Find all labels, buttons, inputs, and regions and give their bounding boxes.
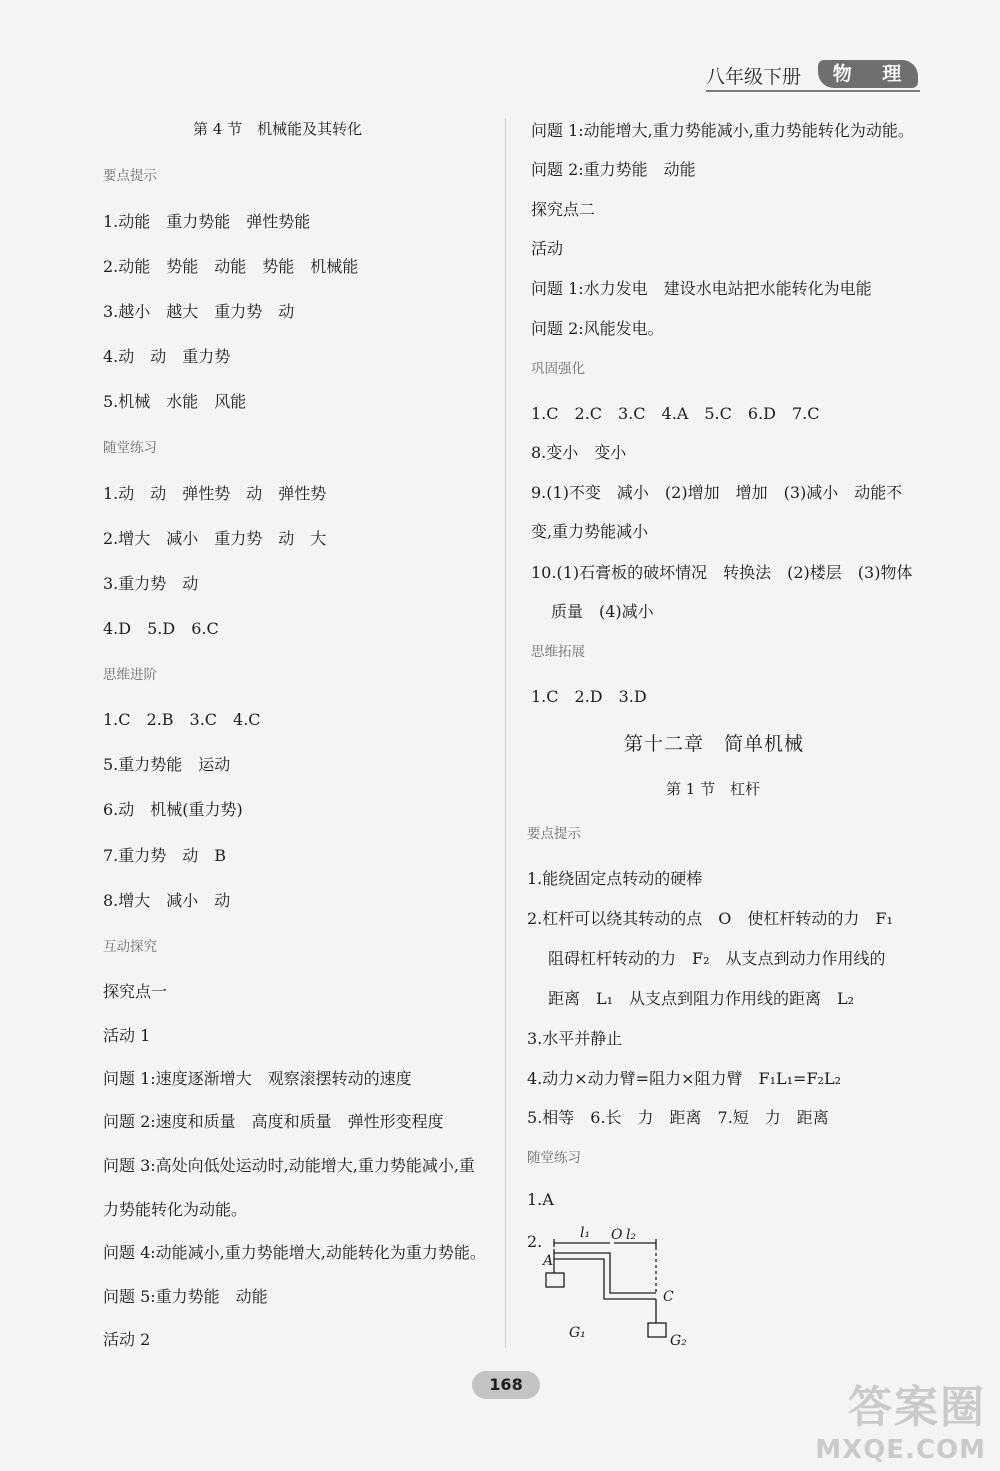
watermark bbox=[815, 1371, 986, 1465]
answer-line: 问题 5:重力势能 动能 bbox=[103, 1287, 268, 1306]
answer-line: 质量 (4)减小 bbox=[551, 602, 654, 621]
label-G1: G₁ bbox=[569, 1325, 586, 1341]
answer-line: 问题 2:风能发电。 bbox=[531, 319, 664, 338]
answer-line: 1.C 2.B 3.C 4.C bbox=[103, 710, 261, 729]
answer-line: 变,重力势能减小 bbox=[531, 522, 649, 541]
label-G2: G₂ bbox=[670, 1333, 687, 1349]
section-title: 第 1 节 杠杆 bbox=[666, 780, 761, 798]
subsection-heading: 互动探究 bbox=[103, 939, 157, 955]
label-l1: l₁ bbox=[580, 1225, 591, 1241]
answer-line: 问题 1:速度逐渐增大 观察滚摆转动的速度 bbox=[103, 1069, 412, 1088]
answer-line: 9.(1)不变 减小 (2)增加 增加 (3)减小 动能不 bbox=[531, 483, 903, 502]
answer-line: 3.重力势 动 bbox=[103, 574, 199, 593]
answer-line: 5.重力势能 运动 bbox=[103, 755, 231, 774]
answer-line: 问题 3:高处向低处运动时,动能增大,重力势能减小,重 bbox=[103, 1156, 475, 1175]
section-title: 第 4 节 机械能及其转化 bbox=[193, 120, 363, 138]
column-divider bbox=[505, 118, 506, 1348]
answer-line: 力势能转化为动能。 bbox=[103, 1200, 248, 1219]
subsection-heading: 随堂练习 bbox=[527, 1150, 581, 1166]
answer-line: 2.增大 减小 重力势 动 大 bbox=[103, 529, 327, 548]
answer-line: 2.动能 势能 动能 势能 机械能 bbox=[103, 257, 359, 276]
answer-line: 2. bbox=[527, 1232, 543, 1251]
watermark-logo: 答案圈 bbox=[848, 1382, 986, 1433]
answer-line: 3.越小 越大 重力势 动 bbox=[103, 302, 295, 321]
label-l2: l₂ bbox=[626, 1227, 637, 1243]
answer-line: 3.水平并静止 bbox=[527, 1029, 623, 1048]
subsection-heading: 要点提示 bbox=[103, 168, 157, 184]
label-C: C bbox=[663, 1289, 674, 1305]
grade-label: 八年级下册 bbox=[706, 66, 802, 88]
answer-line: 5.机械 水能 风能 bbox=[103, 392, 247, 411]
subsection-heading: 思维拓展 bbox=[531, 644, 585, 660]
subsection-heading: 随堂练习 bbox=[103, 440, 157, 456]
label-O: O bbox=[611, 1227, 623, 1243]
weight-G1 bbox=[546, 1273, 564, 1287]
answer-line: 问题 1:动能增大,重力势能减小,重力势能转化为动能。 bbox=[531, 121, 914, 140]
subsection-heading: 思维进阶 bbox=[103, 667, 157, 683]
label-A: A bbox=[543, 1253, 554, 1269]
answer-line: 距离 L₁ 从支点到阻力作用线的距离 L₂ bbox=[548, 989, 855, 1008]
answer-line: 8.增大 减小 动 bbox=[103, 891, 231, 910]
answer-line: 8.变小 变小 bbox=[531, 443, 627, 462]
answer-line: 问题 4:动能减小,重力势能增大,动能转化为重力势能。 bbox=[103, 1243, 486, 1262]
answer-line: 1.C 2.D 3.D bbox=[531, 687, 647, 706]
answer-line: 探究点一 bbox=[103, 982, 168, 1001]
answer-line: 2.杠杆可以绕其转动的点 O 使杠杆转动的力 F₁ bbox=[527, 909, 893, 928]
page-header bbox=[706, 60, 920, 94]
watermark-url: MXQE.COM bbox=[815, 1435, 986, 1465]
answer-line: 问题 2:重力势能 动能 bbox=[531, 160, 696, 179]
answer-line: 问题 1:水力发电 建设水电站把水能转化为电能 bbox=[531, 279, 872, 298]
answer-line: 探究点二 bbox=[531, 200, 596, 219]
answer-line: 阻碍杠杆转动的力 F₂ 从支点到动力作用线的 bbox=[548, 949, 886, 968]
answer-line: 1.动 动 弹性势 动 弹性势 bbox=[103, 484, 327, 503]
answer-line: 5.相等 6.长 力 距离 7.短 力 距离 bbox=[527, 1108, 829, 1127]
answer-line: 4.D 5.D 6.C bbox=[103, 619, 219, 638]
lever-diagram bbox=[532, 1225, 692, 1355]
answer-line: 4.动力×动力臂=阻力×阻力臂 F₁L₁=F₂L₂ bbox=[527, 1069, 842, 1088]
answer-line: 1.A bbox=[527, 1190, 554, 1209]
weight-G2 bbox=[648, 1323, 666, 1337]
answer-line: 7.重力势 动 B bbox=[103, 846, 227, 865]
answer-line: 1.C 2.C 3.C 4.A 5.C 6.D 7.C bbox=[531, 404, 820, 423]
answer-line: 4.动 动 重力势 bbox=[103, 347, 231, 366]
answer-line: 活动 bbox=[531, 239, 564, 258]
chapter-title: 第十二章 简单机械 bbox=[624, 733, 805, 755]
subsection-heading: 巩固强化 bbox=[531, 361, 585, 377]
answer-line: 活动 2 bbox=[103, 1330, 151, 1349]
answer-line: 10.(1)石膏板的破坏情况 转换法 (2)楼层 (3)物体 bbox=[531, 563, 913, 582]
answer-line: 6.动 机械(重力势) bbox=[103, 800, 243, 819]
page-number: 168 bbox=[472, 1371, 540, 1399]
answer-line: 1.动能 重力势能 弹性势能 bbox=[103, 212, 311, 231]
answer-line: 问题 2:速度和质量 高度和质量 弹性形变程度 bbox=[103, 1112, 444, 1131]
subject-badge: 物 理 bbox=[818, 60, 918, 88]
answer-line: 1.能绕固定点转动的硬棒 bbox=[527, 869, 703, 888]
subsection-heading: 要点提示 bbox=[527, 826, 581, 842]
answer-line: 活动 1 bbox=[103, 1026, 151, 1045]
header-rule bbox=[706, 90, 920, 92]
